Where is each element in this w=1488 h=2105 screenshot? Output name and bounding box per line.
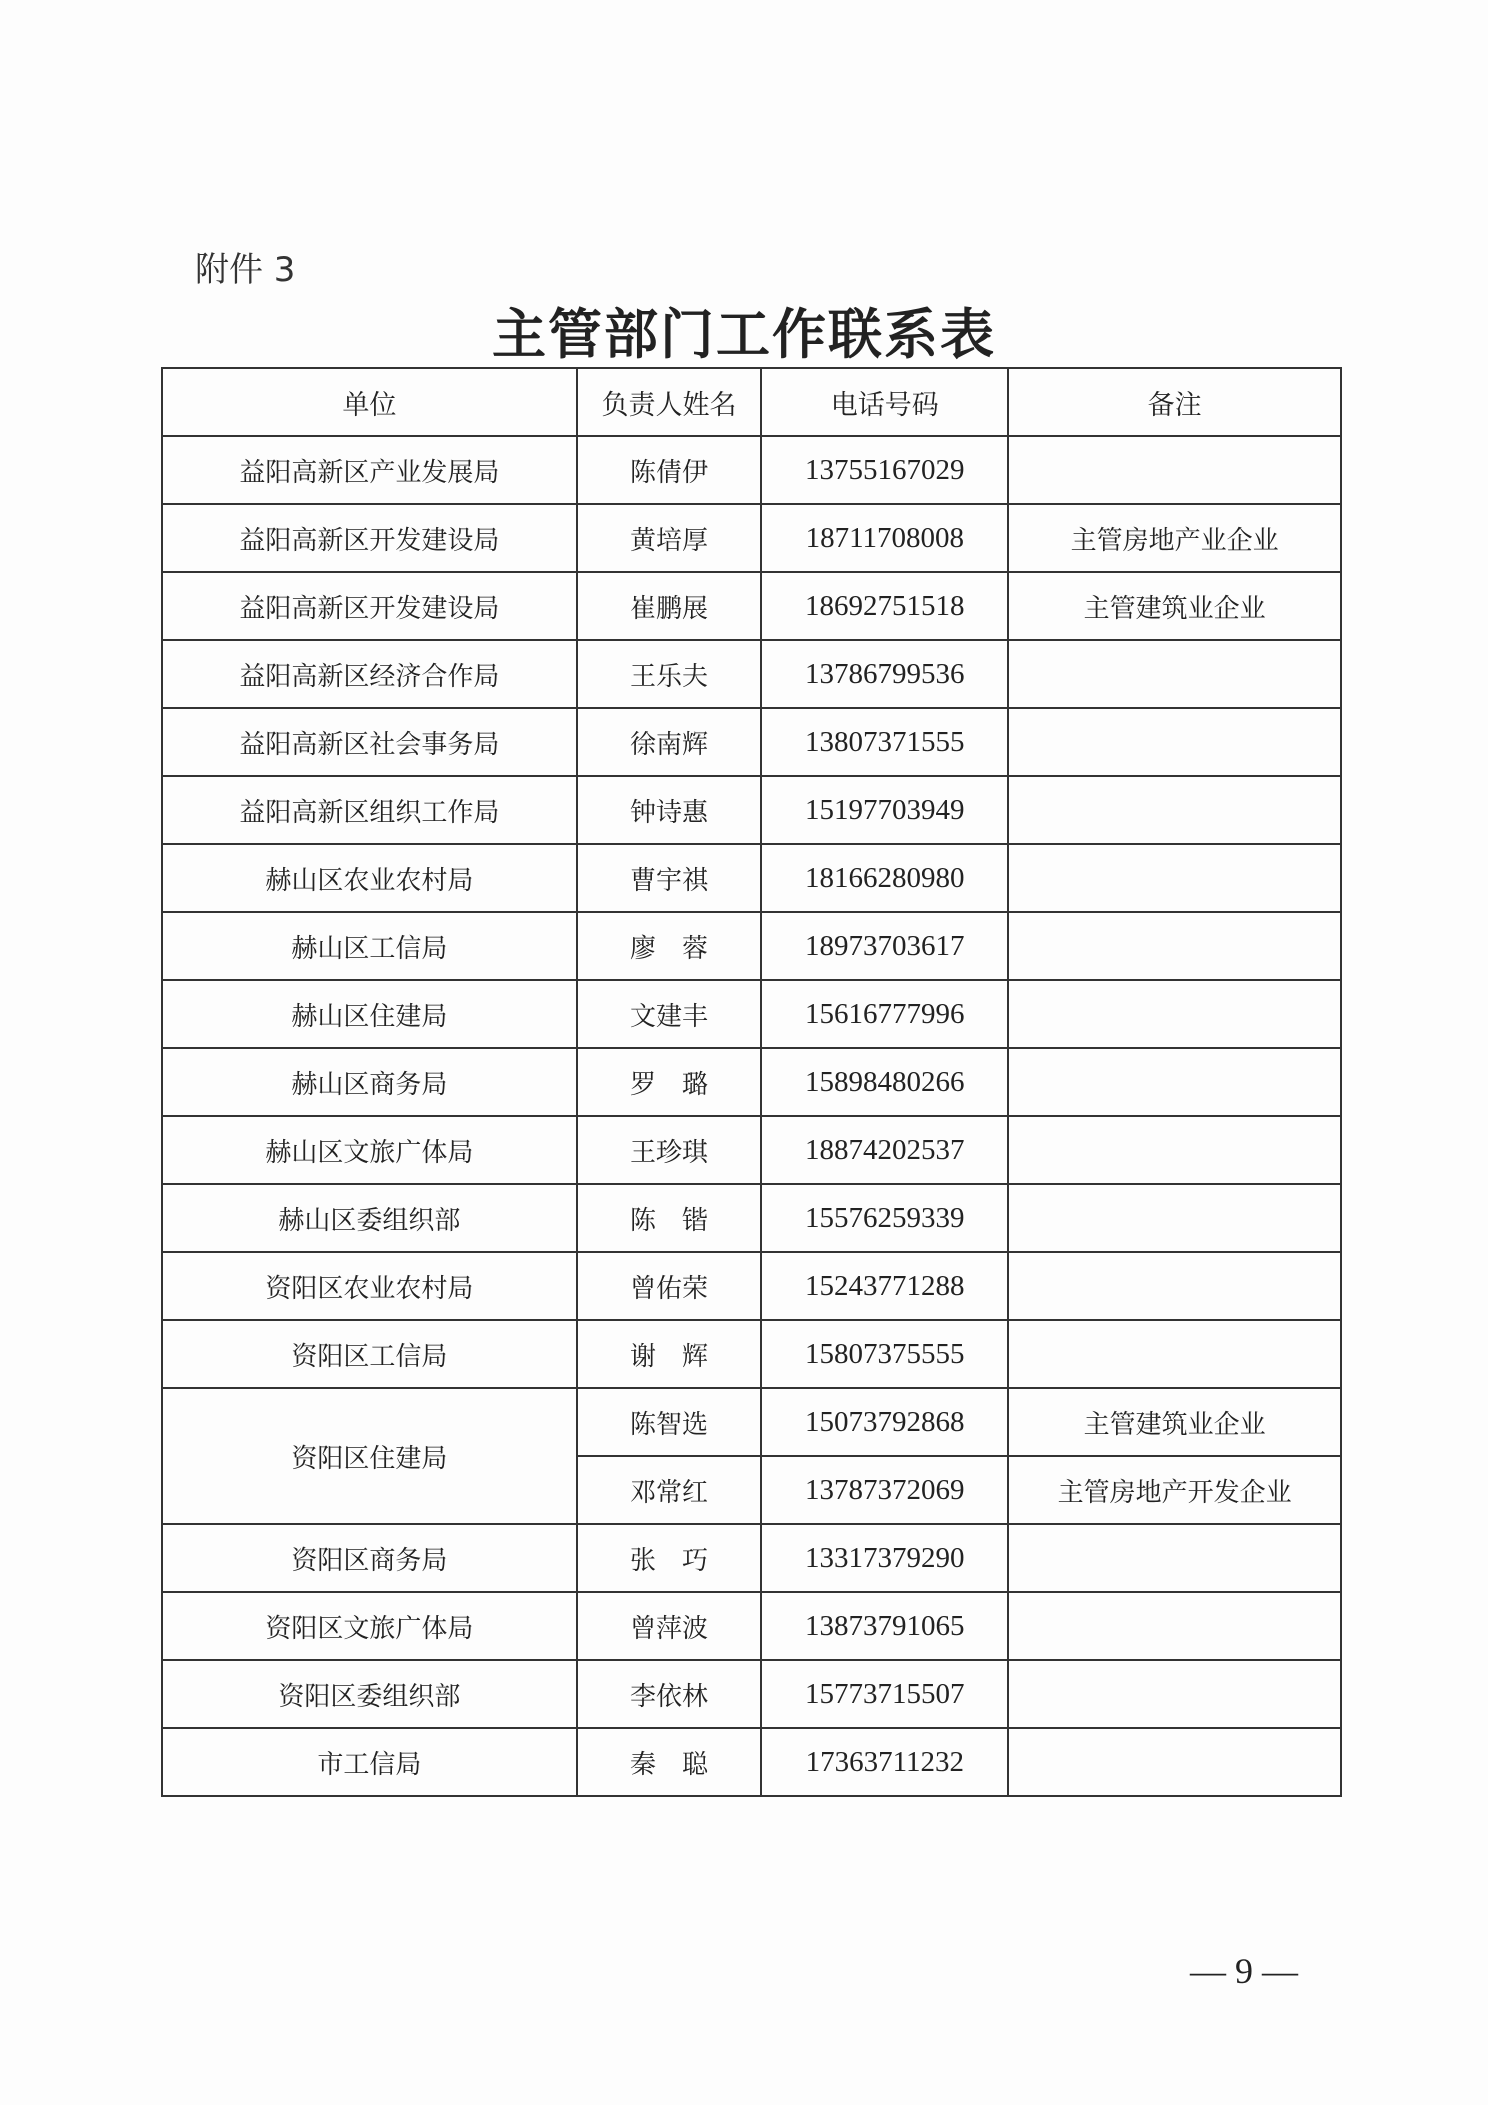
name-cell: 徐南辉: [577, 708, 762, 776]
phone-cell: 15073792868: [761, 1388, 1008, 1456]
phone-cell: 15616777996: [761, 980, 1008, 1048]
name-cell: 秦 聪: [577, 1728, 762, 1796]
attachment-label: 附件 3: [195, 250, 296, 290]
table-row: [162, 1252, 1341, 1320]
unit-cell: 资阳区文旅广体局: [162, 1592, 577, 1660]
table-row: [162, 912, 1341, 980]
unit-cell: 市工信局: [162, 1728, 577, 1796]
unit-cell: 益阳高新区开发建设局: [162, 504, 577, 572]
table-row: [162, 572, 1341, 640]
note-cell: 主管建筑业企业: [1008, 1388, 1341, 1456]
note-cell: [1008, 776, 1341, 844]
unit-cell: 益阳高新区经济合作局: [162, 640, 577, 708]
unit-cell: 赫山区文旅广体局: [162, 1116, 577, 1184]
unit-cell: 资阳区商务局: [162, 1524, 577, 1592]
note-cell: [1008, 980, 1341, 1048]
note-cell: [1008, 1728, 1341, 1796]
header-phone: 电话号码: [761, 368, 1008, 436]
unit-cell: 益阳高新区组织工作局: [162, 776, 577, 844]
table-row: [162, 1524, 1341, 1592]
name-cell: 崔鹏展: [577, 572, 762, 640]
phone-cell: 15807375555: [761, 1320, 1008, 1388]
unit-cell: 资阳区住建局: [162, 1388, 577, 1524]
name-cell: 王珍琪: [577, 1116, 762, 1184]
name-cell: 王乐夫: [577, 640, 762, 708]
table-row: [162, 708, 1341, 776]
table-row: [162, 1388, 1341, 1456]
name-cell: 张 巧: [577, 1524, 762, 1592]
name-cell: 曾佑荣: [577, 1252, 762, 1320]
note-cell: [1008, 844, 1341, 912]
table-row: [162, 1320, 1341, 1388]
name-cell: 李依林: [577, 1660, 762, 1728]
unit-cell: 赫山区农业农村局: [162, 844, 577, 912]
phone-cell: 18973703617: [761, 912, 1008, 980]
name-cell: 曾萍波: [577, 1592, 762, 1660]
unit-cell: 赫山区委组织部: [162, 1184, 577, 1252]
unit-cell: 益阳高新区产业发展局: [162, 436, 577, 504]
note-cell: [1008, 912, 1341, 980]
table-row: [162, 1116, 1341, 1184]
name-cell: 谢 辉: [577, 1320, 762, 1388]
table-row: [162, 1184, 1341, 1252]
contact-table: [161, 367, 1342, 1797]
phone-cell: 13807371555: [761, 708, 1008, 776]
phone-cell: 13317379290: [761, 1524, 1008, 1592]
note-cell: [1008, 640, 1341, 708]
note-cell: [1008, 1524, 1341, 1592]
name-cell: 邓常红: [577, 1456, 762, 1524]
header-note: 备注: [1008, 368, 1341, 436]
page-number: — 9 —: [1190, 1951, 1298, 1991]
phone-cell: 18692751518: [761, 572, 1008, 640]
note-cell: [1008, 708, 1341, 776]
phone-cell: 18711708008: [761, 504, 1008, 572]
note-cell: [1008, 1184, 1341, 1252]
note-cell: 主管建筑业企业: [1008, 572, 1341, 640]
note-cell: [1008, 1116, 1341, 1184]
name-cell: 黄培厚: [577, 504, 762, 572]
phone-cell: 15243771288: [761, 1252, 1008, 1320]
table-row: [162, 1660, 1341, 1728]
table-row: [162, 1048, 1341, 1116]
note-cell: 主管房地产业企业: [1008, 504, 1341, 572]
note-cell: [1008, 1592, 1341, 1660]
unit-cell: 资阳区农业农村局: [162, 1252, 577, 1320]
note-cell: 主管房地产开发企业: [1008, 1456, 1341, 1524]
name-cell: 罗 璐: [577, 1048, 762, 1116]
name-cell: 陈智选: [577, 1388, 762, 1456]
table-row: [162, 844, 1341, 912]
phone-cell: 15898480266: [761, 1048, 1008, 1116]
table-header-row: [162, 368, 1341, 436]
table-row: [162, 776, 1341, 844]
phone-cell: 17363711232: [761, 1728, 1008, 1796]
unit-cell: 赫山区商务局: [162, 1048, 577, 1116]
name-cell: 文建丰: [577, 980, 762, 1048]
phone-cell: 18874202537: [761, 1116, 1008, 1184]
unit-cell: 资阳区工信局: [162, 1320, 577, 1388]
phone-cell: 15576259339: [761, 1184, 1008, 1252]
name-cell: 陈倩伊: [577, 436, 762, 504]
table-row: [162, 1728, 1341, 1796]
table-row: [162, 436, 1341, 504]
phone-cell: 18166280980: [761, 844, 1008, 912]
name-cell: 陈 锴: [577, 1184, 762, 1252]
unit-cell: 赫山区住建局: [162, 980, 577, 1048]
note-cell: [1008, 1252, 1341, 1320]
name-cell: 钟诗惠: [577, 776, 762, 844]
note-cell: [1008, 1320, 1341, 1388]
page-title: 主管部门工作联系表: [492, 302, 996, 366]
phone-cell: 15773715507: [761, 1660, 1008, 1728]
unit-cell: 资阳区委组织部: [162, 1660, 577, 1728]
phone-cell: 13873791065: [761, 1592, 1008, 1660]
header-unit: 单位: [162, 368, 577, 436]
table-row: [162, 640, 1341, 708]
phone-cell: 13786799536: [761, 640, 1008, 708]
note-cell: [1008, 1048, 1341, 1116]
note-cell: [1008, 436, 1341, 504]
header-name: 负责人姓名: [577, 368, 762, 436]
phone-cell: 13787372069: [761, 1456, 1008, 1524]
table-row: [162, 980, 1341, 1048]
unit-cell: 益阳高新区开发建设局: [162, 572, 577, 640]
table-row: [162, 1592, 1341, 1660]
phone-cell: 13755167029: [761, 436, 1008, 504]
name-cell: 廖 蓉: [577, 912, 762, 980]
unit-cell: 益阳高新区社会事务局: [162, 708, 577, 776]
note-cell: [1008, 1660, 1341, 1728]
unit-cell: 赫山区工信局: [162, 912, 577, 980]
table-row: [162, 504, 1341, 572]
phone-cell: 15197703949: [761, 776, 1008, 844]
name-cell: 曹宇祺: [577, 844, 762, 912]
